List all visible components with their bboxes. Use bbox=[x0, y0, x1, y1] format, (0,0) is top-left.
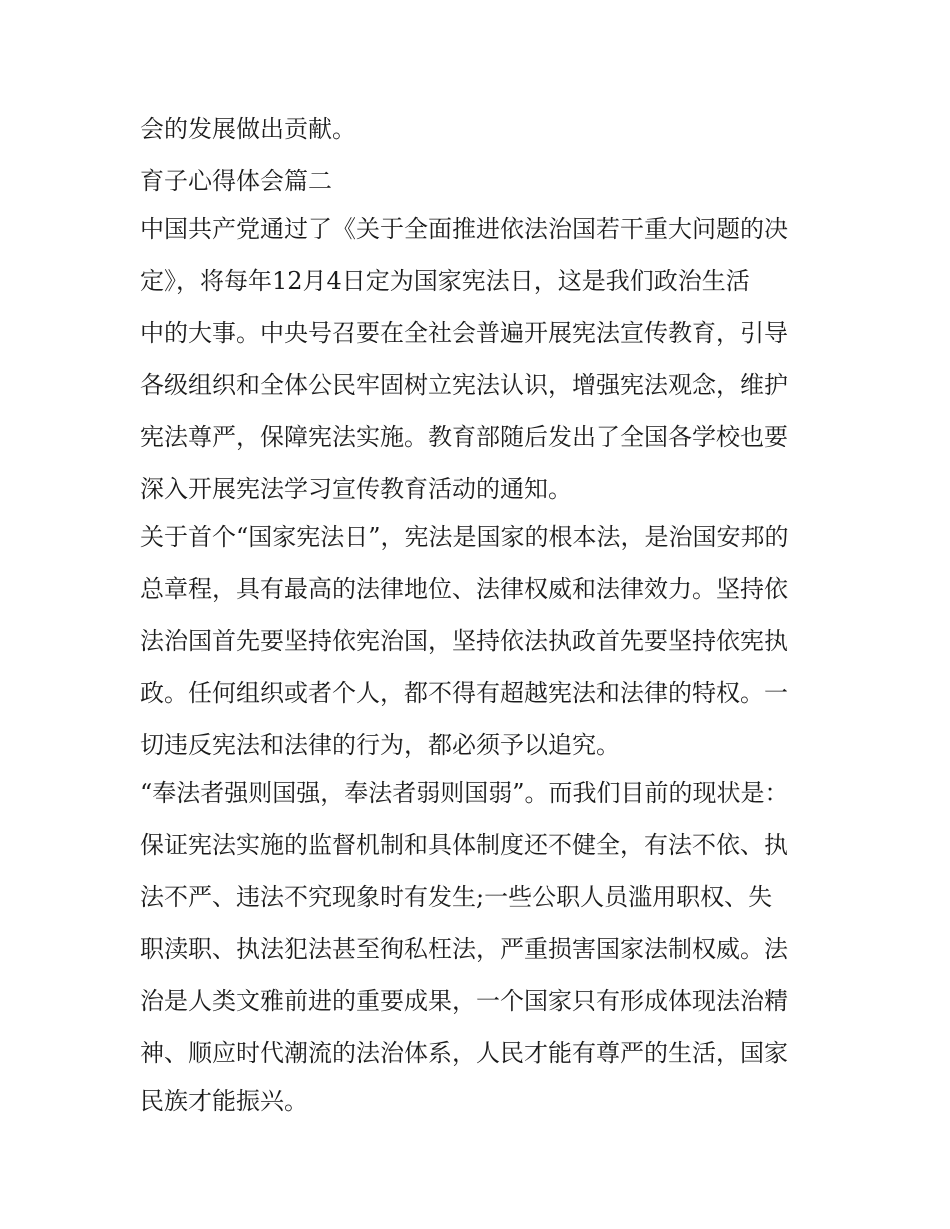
text-line: 职渎职、执法犯法甚至徇私枉法，严重损害国家法制权威。法 bbox=[140, 935, 788, 963]
text-line: 中的大事。中央号召要在全社会普遍开展宪法宣传教育，引导 bbox=[140, 319, 788, 347]
text-line: 政。任何组织或者个人，都不得有超越宪法和法律的特权。一 bbox=[140, 679, 788, 707]
text-line: 会的发展做出贡献。 bbox=[140, 115, 356, 143]
text-line: 法不严、违法不究现象时有发生;一些公职人员滥用职权、失 bbox=[140, 883, 773, 911]
text-line: 民族才能振兴。 bbox=[140, 1087, 308, 1115]
text-line: 宪法尊严，保障宪法实施。教育部随后发出了全国各学校也要 bbox=[140, 423, 788, 451]
text-line: 总章程，具有最高的法律地位、法律权威和法律效力。坚持依 bbox=[140, 575, 788, 603]
text-line: 深入开展宪法学习宣传教育活动的通知。 bbox=[140, 475, 572, 503]
text-line: 关于首个“国家宪法日”，宪法是国家的根本法，是治国安邦的 bbox=[140, 523, 789, 551]
text-line: 保证宪法实施的监督机制和具体制度还不健全，有法不依、执 bbox=[140, 831, 788, 859]
text-line: 定》，将每年12月4日定为国家宪法日，这是我们政治生活 bbox=[140, 267, 750, 295]
text-line: 神、顺应时代潮流的法治体系，人民才能有尊严的生活，国家 bbox=[140, 1039, 788, 1067]
text-line: 法治国首先要坚持依宪治国，坚持依法执政首先要坚持依宪执 bbox=[140, 627, 788, 655]
section-heading: 育子心得体会篇二 bbox=[140, 167, 332, 195]
text-line: 治是人类文雅前进的重要成果，一个国家只有形成体现法治精 bbox=[140, 987, 788, 1015]
text-line: “奉法者强则国强，奉法者弱则国弱”。而我们目前的现状是： bbox=[140, 779, 789, 807]
text-line: 中国共产党通过了《关于全面推进依法治国若干重大问题的决 bbox=[140, 215, 788, 243]
text-line: 切违反宪法和法律的行为，都必须予以追究。 bbox=[140, 731, 620, 759]
text-line: 各级组织和全体公民牢固树立宪法认识，增强宪法观念，维护 bbox=[140, 371, 788, 399]
